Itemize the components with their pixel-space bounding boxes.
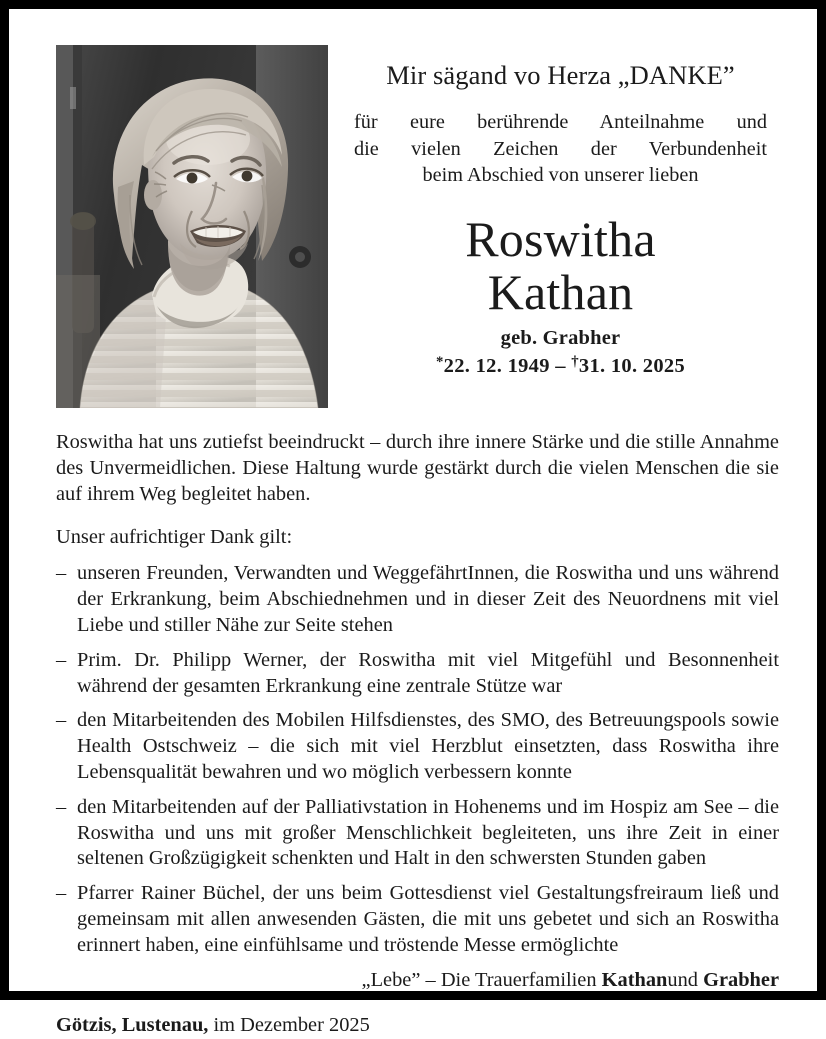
death-date: 31. 10. 2025 — [578, 354, 686, 377]
bullet-dash-icon: – — [56, 562, 67, 585]
thanks-headline: Mir sägand vo Herza „DANKE” — [386, 60, 735, 90]
closing-line — [56, 968, 779, 994]
footer-date: im Dezember 2025 — [213, 1014, 370, 1037]
opening-paragraph: Roswitha hat uns zutiefst beeindruckt – durch ihre innere Stärke und die stille Annahme des Unvermeidlichen. Diese Haltung wurde gestärkt durch die vielen Menschen die sie auf ihrem Weg begleitet haben. — [56, 431, 779, 505]
intro-line-1: für eure berührende Anteilnahme und — [354, 111, 767, 134]
closing-conjunction: und — [667, 968, 698, 991]
date-separator: – — [555, 354, 566, 377]
deceased-last-name: Kathan — [487, 263, 634, 320]
header-section — [56, 45, 779, 408]
body-section — [56, 430, 779, 1039]
list-item-text: Pfarrer Rainer Büchel, der uns beim Gottesdienst viel Gestaltungsfreiraum ließ und gemeinsam mit allen anwesenden Gästen, die mit uns gebetet und sich an Roswitha erinnert haben, eine einfühlsame und tröstende Messe ermöglichte — [77, 882, 779, 956]
life-dates — [342, 355, 779, 378]
notice-content — [9, 9, 817, 1037]
bullet-dash-icon: – — [56, 648, 67, 671]
deceased-first-name: Roswitha — [465, 210, 656, 267]
intro-text — [342, 109, 779, 189]
closing-motto: „Lebe” — [361, 968, 421, 991]
birth-date: 22. 12. 1949 — [443, 354, 550, 377]
birth-star-icon: * — [435, 353, 444, 370]
list-item — [56, 561, 779, 638]
list-item-text: den Mitarbeitenden auf der Palliativstation in Hohenems und im Hospiz am See – die Roswitha und uns mit großer Menschlichkeit begleiteten, uns ihre Zeit in einer seltenen Großzügigkeit schenkten und Halt in den schwersten Stunden gaben — [77, 795, 779, 870]
family-name-2: Grabher — [703, 968, 779, 991]
intro-line-3: beim Abschied von unserer lieben — [422, 164, 699, 187]
portrait-photo — [56, 45, 328, 408]
footer-line — [56, 1013, 779, 1039]
closing-families-prefix: Die Trauerfamilien — [440, 968, 597, 991]
list-item — [56, 708, 779, 785]
heading-block — [328, 45, 779, 378]
footer-places: Götzis, Lustenau, — [56, 1014, 209, 1037]
list-item — [56, 881, 779, 958]
maiden-name: geb. Grabher — [500, 326, 621, 349]
family-name-1: Kathan — [601, 968, 668, 991]
list-item-text: unseren Freunden, Verwandten und WeggefährtInnen, die Roswitha und uns während der Erkrankung, beim Abschiednehmen und in dieser Zeit des Neuordnens mit viel Liebe und stiller Nähe zur Seite stehen — [77, 562, 779, 636]
intro-line-2: die vielen Zeichen der Verbundenheit — [354, 137, 767, 160]
bullet-dash-icon: – — [56, 709, 67, 732]
thanks-lead-in: Unser aufrichtiger Dank gilt: — [56, 526, 293, 549]
list-item — [56, 795, 779, 872]
list-item-text: den Mitarbeitenden des Mobilen Hilfsdienstes, des SMO, des Betreuungspools sowie Health Ostschweiz – die sich mit viel Herzblut einsetzten, dass Roswitha ihre Lebensqualität bewahren und wo möglich verbessern konnte — [77, 709, 779, 783]
bullet-dash-icon: – — [56, 795, 67, 818]
thanks-list — [56, 561, 779, 958]
closing-dash: – — [425, 968, 436, 991]
list-item — [56, 648, 779, 700]
bullet-dash-icon: – — [56, 882, 67, 905]
death-cross-icon: † — [571, 353, 579, 370]
list-item-text: Prim. Dr. Philipp Werner, der Roswitha mit viel Mitgefühl und Besonnenheit während der gesamten Erkrankung eine zentrale Stütze war — [77, 648, 779, 697]
